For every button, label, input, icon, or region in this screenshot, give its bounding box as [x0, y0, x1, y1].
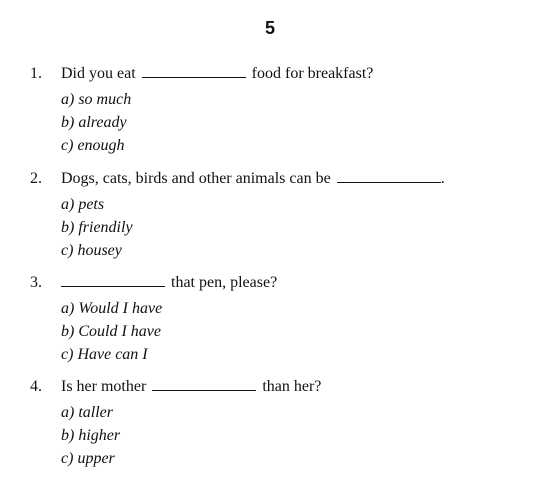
options-list [61, 193, 520, 262]
question-line [30, 63, 520, 84]
answer-blank [337, 168, 441, 183]
option-text: higher [78, 427, 121, 444]
question-text-after: that pen, please? [171, 274, 278, 291]
answer-blank [152, 376, 256, 391]
option-text: housey [77, 242, 122, 259]
question-text-before: Is her mother [61, 378, 147, 395]
option-letter: a) [61, 300, 75, 317]
question-number: 1. [30, 65, 42, 82]
option-letter: c) [61, 346, 74, 363]
option-letter: c) [61, 242, 74, 259]
options-list [61, 88, 520, 157]
question-number: 4. [30, 378, 42, 395]
page-number: 5 [264, 18, 275, 38]
question-line [30, 168, 520, 189]
option-text: friendily [78, 219, 133, 236]
option-a [61, 297, 520, 320]
option-letter: c) [61, 137, 74, 154]
option-text: upper [77, 450, 115, 467]
option-letter: a) [61, 404, 75, 421]
question-1 [30, 63, 520, 157]
answer-blank [61, 272, 165, 287]
question-text-before: Dogs, cats, birds and other animals can be [61, 170, 331, 187]
option-letter: a) [61, 91, 75, 108]
option-b [61, 320, 520, 343]
option-letter: b) [61, 114, 75, 131]
question-text-before: Did you eat [61, 65, 136, 82]
option-b [61, 216, 520, 239]
option-a [61, 401, 520, 424]
question-4 [30, 376, 520, 470]
options-list [61, 401, 520, 470]
option-c [61, 343, 520, 366]
question-line [30, 376, 520, 397]
option-b [61, 111, 520, 134]
option-text: taller [78, 404, 113, 421]
option-letter: b) [61, 427, 75, 444]
question-number: 2. [30, 170, 42, 187]
option-letter: a) [61, 196, 75, 213]
option-text: pets [78, 196, 105, 213]
question-line [30, 272, 520, 293]
option-b [61, 424, 520, 447]
option-letter: b) [61, 323, 75, 340]
option-text: enough [77, 137, 125, 154]
question-3 [30, 272, 520, 366]
answer-blank [142, 63, 246, 78]
option-letter: b) [61, 219, 75, 236]
question-2 [30, 168, 520, 262]
option-text: Could I have [78, 323, 161, 340]
question-text-after: food for breakfast? [251, 65, 374, 82]
option-a [61, 88, 520, 111]
option-c [61, 239, 520, 262]
option-text: already [78, 114, 127, 131]
option-text: Have can I [77, 346, 148, 363]
option-c [61, 447, 520, 470]
question-number: 3. [30, 274, 42, 291]
question-text-after: than her? [262, 378, 322, 395]
option-a [61, 193, 520, 216]
option-letter: c) [61, 450, 74, 467]
options-list [61, 297, 520, 366]
option-text: Would I have [78, 300, 163, 317]
question-text-after: . [440, 170, 445, 187]
option-text: so much [78, 91, 132, 108]
option-c [61, 134, 520, 157]
